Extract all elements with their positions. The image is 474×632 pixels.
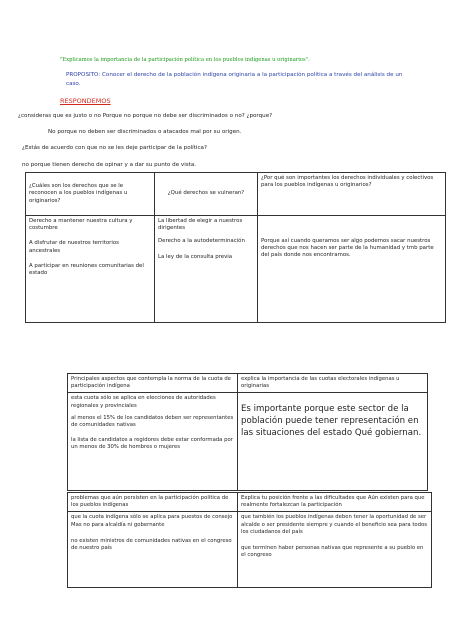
table2-cell-aspects [68,393,238,491]
list-item: no existen ministros de comunidades nativas en el congreso de nuestro país [71,537,232,552]
list-item: que también los pueblos indígenas deben tener la oportunidad de ser alcalde o ser presidente siempre y cuando el beneficio sea para todos los ciudadanos del país [241,514,428,535]
answer-2: no porque tienen derecho de opinar y a dar su punto de vista. [22,162,197,168]
answer-1: No porque no deben ser discriminados o atacados mal por su origen. [48,129,242,135]
question-1: ¿consideras que es justo o no Porque no porque no debe ser discriminados o no? ¿porque? [18,113,273,119]
list-item: La ley de la consulta previa [158,253,233,260]
respond-heading: RESPONDEMOS [60,97,111,105]
table1-cell-violated-rights [155,216,258,323]
importance-text: Es importante porque este sector de la población puede tener representación en las situaciones del estado Qué gobiernan. [241,404,422,438]
table3-cell-position [238,512,432,588]
table1-cell-importance: Porque así cuando queramos ser algo podemos sacar nuestros derechos que nos hacen ser parte de la humanidad y tmb parte del país donde nos encontramos. [258,216,446,323]
table2-header-1: Principales aspectos que contempla la norma de la cuota de participación indígena [68,374,238,393]
quota-table [67,373,428,491]
list-item: esta cuota sólo se aplica en elecciones de autoridades regionales y provinciales [71,395,216,409]
list-item: al menos el 15% de los candidatos deben ser representantes de comunidades nativas [71,414,234,429]
list-item: que la cuota indígena sólo se aplica para puestos de consejo Mas no para alcaldía ni gobernante [71,514,233,528]
list-item: que terminen haber personas nativas que represente a su pueblo en el congreso [241,545,424,559]
table3-header-2: Explica tu posición frente a las dificultades que Aún existen para que realmente fortalezcan la participación [238,493,432,512]
list-item: Derecho a la autodeterminación [158,238,245,245]
table2-cell-importance [238,393,428,491]
table2-header-2: explica la importancia de las cuotas electorales indígenas u originarias [238,374,428,393]
purpose-text: PROPOSITO: Conocer el derecho de la población indígena originaria a la participación política a través del análisis de un caso. [66,72,403,87]
table1-cell-recognized-rights [26,216,155,323]
problems-table [67,492,432,588]
rights-table [25,172,446,323]
table3-header-1: problemas que aún persisten en la participación política de los pueblos indígenas [68,493,238,512]
table1-header-2: ¿Qué derechos se vulneran? [155,173,258,216]
list-item: la lista de candidatos a regidores debe estar conformada por un menos de 30% de hombres o mujeres [71,437,233,451]
table1-header-1: ¿Cuáles son los derechos que se le reconocen a los pueblos indígenas u originarios? [26,173,155,216]
list-item: La libertad de elegir a nuestros dirigentes [158,218,243,232]
table3-cell-problems [68,512,238,588]
question-2: ¿Estás de acuerdo con que no se les deje participar de la política? [22,145,207,151]
list-item: A disfrutar de nuestros territorios ancestrales [29,240,119,254]
table1-header-3: ¿Por qué son importantes los derechos individuales y colectivos para los pueblos indígenas u originarios? [258,173,446,216]
list-item: Derecho a mantener nuestra cultura y costumbre [29,218,133,232]
list-item: A participar en reuniones comunitarias del estado [29,262,144,277]
page-title: "Explicamos la importancia de la participación política en los pueblos indígenas u originarios". [60,57,310,63]
